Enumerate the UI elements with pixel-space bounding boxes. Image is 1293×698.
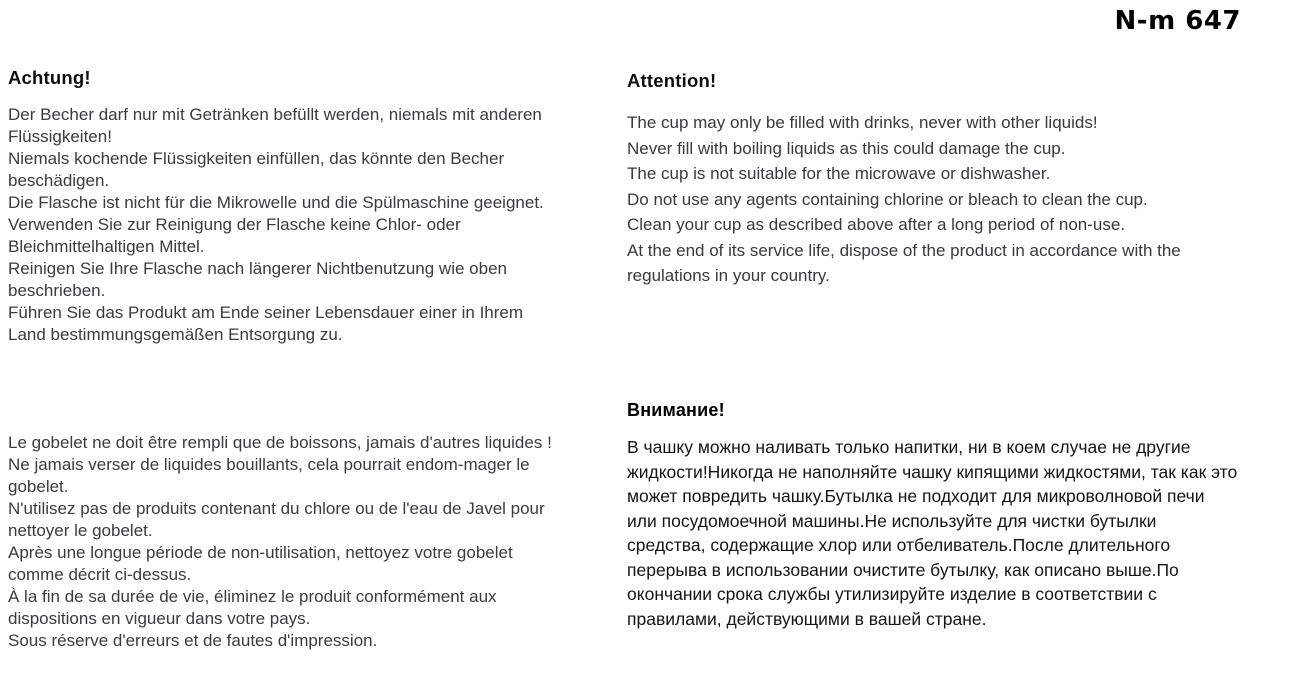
german-heading: Achtung! — [8, 67, 91, 88]
german-paragraph: Verwenden Sie zur Reinigung der Flasche keine Chlor- oder Bleichmittelhaltigen Mittel. — [8, 215, 461, 256]
german-paragraph: Niemals kochende Flüssigkeiten einfüllen, das könnte den Becher beschädigen. — [8, 149, 505, 190]
english-paragraph: The cup is not suitable for the microwave or dishwasher. — [627, 164, 1051, 183]
section-russian — [627, 400, 1239, 631]
french-paragraph: Le gobelet ne doit être rempli que de boissons, jamais d'autres liquides ! — [8, 433, 552, 452]
german-paragraph: Der Becher darf nur mit Getränken befüllt werden, niemals mit anderen Flüssigkeiten! — [8, 105, 542, 146]
section-english — [627, 70, 1205, 289]
english-heading: Attention! — [627, 70, 717, 91]
german-paragraph: Reinigen Sie Ihre Flasche nach längerer Nichtbenutzung wie oben beschrieben. — [8, 259, 507, 300]
russian-paragraph: В чашку можно наливать только напитки, ни в коем случае не другие жидкости!Никогда не наполняйте чашку кипящими жидкостями, так как это может повредить чашку.Бутылка не подходит для микроволновой печи или посудомоечной машины.Не используйте для чистки бутылки средства, содержащие хлор или отбеливатель.После длительного перерыва в использовании очистите бутылку, как описано выше.По окончании срока службы утилизируйте изделие в соответствии с правилами, действующими в вашей стране. — [627, 437, 1238, 629]
german-paragraph: Die Flasche ist nicht für die Mikrowelle und die Spülmaschine geeignet. — [8, 193, 544, 212]
english-paragraph: At the end of its service life, dispose of the product in accordance with the regulations in your country. — [627, 240, 1181, 285]
english-paragraph: Do not use any agents containing chlorine or bleach to clean the cup. — [627, 189, 1148, 209]
french-paragraph: N'utilisez pas de produits contenant du chlore ou de l'eau de Javel pour nettoyer le gobelet. — [8, 499, 545, 540]
english-paragraph: Clean your cup as described above after a long period of non-use. — [627, 215, 1126, 234]
french-paragraph: Ne jamais verser de liquides bouillants, cela pourrait endom-mager le gobelet. — [8, 455, 530, 496]
product-model-code: N-m 647 — [1114, 6, 1241, 36]
english-paragraph: Never fill with boiling liquids as this could damage the cup. — [627, 138, 1066, 158]
english-paragraph: The cup may only be filled with drinks, never with other liquids! — [627, 113, 1098, 132]
russian-heading: Внимание! — [627, 400, 725, 420]
section-french — [8, 432, 566, 652]
german-paragraph: Führen Sie das Produkt am Ende seiner Lebensdauer einer in Ihrem Land bestimmungsgemäßen Entsorgung zu. — [8, 303, 524, 344]
section-german — [8, 67, 556, 346]
french-paragraph: À la fin de sa durée de vie, éliminez le produit conformément aux dispositions en vigueur dans votre pays. — [8, 587, 497, 628]
french-paragraph: Après une longue période de non-utilisation, nettoyez votre gobelet comme décrit ci-dessus. — [8, 543, 513, 584]
french-paragraph: Sous réserve d'erreurs et de fautes d'impression. — [8, 631, 378, 650]
